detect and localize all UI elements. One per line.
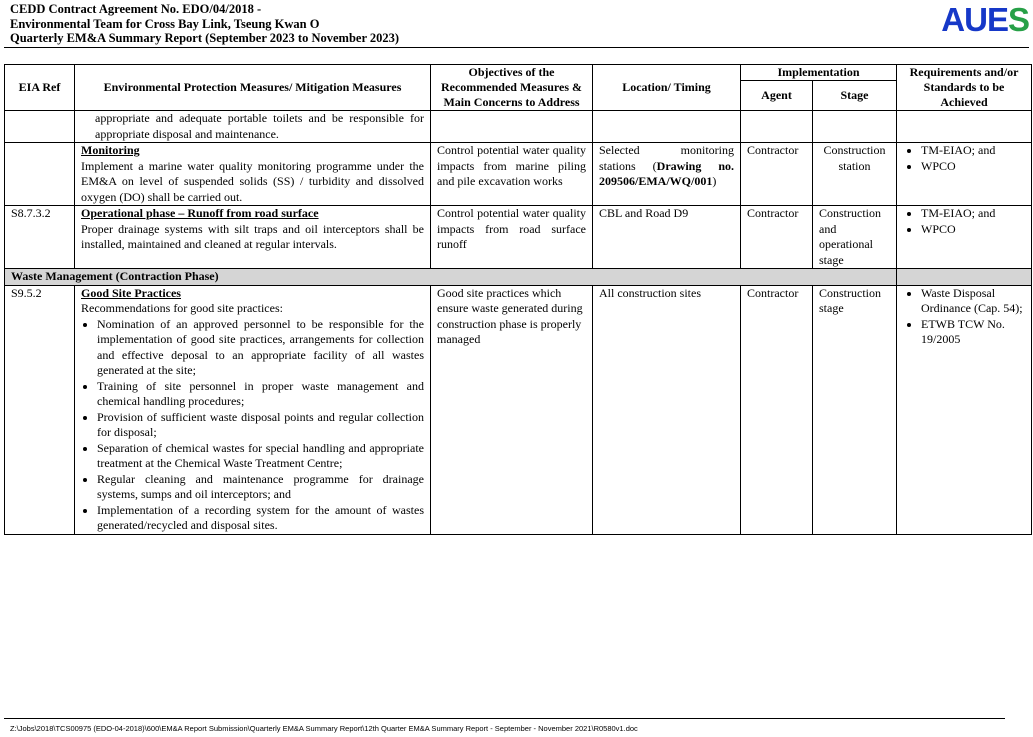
cell-ref: S9.5.2 xyxy=(5,285,75,534)
header-stage: Stage xyxy=(813,81,897,111)
measure-title: Operational phase – Runoff from road surface xyxy=(81,206,319,220)
cell-objective: Control potential water quality impacts from marine piling and pile excavation works xyxy=(431,143,593,206)
report-title: Quarterly EM&A Summary Report (September 2023 to November 2023) xyxy=(10,31,400,45)
cell-agent xyxy=(741,111,813,143)
table-row xyxy=(5,285,1032,534)
cell-stage: Construction and operational stage xyxy=(813,206,897,269)
list-item: • Provision of sufficient waste disposal points and regular collection for disposal; xyxy=(97,410,424,441)
measure-title: Good Site Practices xyxy=(81,285,181,300)
cell-location xyxy=(593,143,741,206)
aues-logo xyxy=(941,0,1029,40)
footer-divider xyxy=(4,718,1005,719)
header-measures: Environmental Protection Measures/ Mitigation Measures xyxy=(75,65,431,111)
cell-ref xyxy=(5,111,75,143)
cell-measure: appropriate and adequate portable toilets and be responsible for appropriate disposal and maintenance. xyxy=(75,111,431,143)
requirement-item: • TM-EIAO; and xyxy=(921,143,1025,159)
location-text: Selected monitoring stations ( xyxy=(599,143,734,173)
requirement-item: • Waste Disposal Ordinance (Cap. 54); xyxy=(921,286,1025,317)
cell-measure xyxy=(75,285,431,534)
measure-text: Proper drainage systems with silt traps and oil interceptors shall be installed, maintained and cleaned at regular intervals. xyxy=(81,221,424,251)
mitigation-measures-table xyxy=(4,64,1032,535)
cell-requirements xyxy=(897,285,1032,534)
header-objectives: Objectives of the Recommended Measures & Main Concerns to Address xyxy=(431,65,593,111)
cell-stage: Construction station xyxy=(813,143,897,206)
table-header-row xyxy=(5,65,1032,81)
cell-stage: Construction stage xyxy=(813,285,897,534)
list-item: • Training of site personnel in proper waste management and chemical handling procedures; xyxy=(97,379,424,410)
header-requirements: Requirements and/or Standards to be Achieved xyxy=(897,65,1032,111)
header-agent: Agent xyxy=(741,81,813,111)
cell-requirements xyxy=(897,111,1032,143)
practice-list xyxy=(81,317,424,534)
measure-text: Implement a marine water quality monitoring programme under the EM&A on level of suspended solids (SS) / turbidity and dissolved oxygen (DO) shall be carried out. xyxy=(81,158,424,204)
header-implementation: Implementation xyxy=(741,65,897,81)
logo-main-text: AUE xyxy=(941,1,1008,38)
requirement-item: • WPCO xyxy=(921,159,1025,175)
drawing-number: Drawing no. 209506/EMA/WQ/001 xyxy=(599,158,734,188)
requirement-item: • TM-EIAO; and xyxy=(921,206,1025,222)
cell-objective xyxy=(431,111,593,143)
document-header xyxy=(10,2,610,46)
cell-ref: S8.7.3.2 xyxy=(5,206,75,269)
list-item: • Nomination of an approved personnel to be responsible for the implementation of good site practices, arrangements for collection and effective deposal to an appropriate facility of all wastes generated at the site; xyxy=(97,317,424,379)
file-path-footer: Z:\Jobs\2018\TCS00975 (EDO-04-2018)\600\EM&A Report Submission\Quarterly EM&A Summary Report\12th Quarter EM&A Summary Report - September - November 2021\R0580v1.doc xyxy=(10,724,638,733)
table-row xyxy=(5,206,1032,269)
measure-intro: Recommendations for good site practices: xyxy=(81,301,283,315)
team-title: Environmental Team for Cross Bay Link, Tseung Kwan O xyxy=(10,16,320,31)
cell-location xyxy=(593,111,741,143)
table-row xyxy=(5,111,1032,143)
cell-location: All construction sites xyxy=(593,285,741,534)
cell-objective: Control potential water quality impacts from road surface runoff xyxy=(431,206,593,269)
list-item: • Regular cleaning and maintenance programme for drainage systems, sumps and oil interceptors; and xyxy=(97,472,424,503)
cell-location: CBL and Road D9 xyxy=(593,206,741,269)
cell-objective: Good site practices which ensure waste generated during construction phase is properly managed xyxy=(431,285,593,534)
requirement-item: • ETWB TCW No. 19/2005 xyxy=(921,317,1025,348)
cell-agent: Contractor xyxy=(741,285,813,534)
cell-measure xyxy=(75,206,431,269)
header-eia-ref: EIA Ref xyxy=(5,65,75,111)
cell-agent: Contractor xyxy=(741,206,813,269)
header-divider xyxy=(4,47,1029,48)
cell-requirements xyxy=(897,206,1032,269)
requirement-item: • WPCO xyxy=(921,222,1025,238)
logo-s-letter: S xyxy=(1007,1,1029,38)
cell-requirements xyxy=(897,143,1032,206)
section-title: Waste Management (Contraction Phase) xyxy=(5,269,897,286)
table-row xyxy=(5,143,1032,206)
section-blank xyxy=(897,269,1032,286)
cell-measure xyxy=(75,143,431,206)
cell-stage xyxy=(813,111,897,143)
measure-title: Monitoring xyxy=(81,143,140,157)
contract-title: CEDD Contract Agreement No. EDO/04/2018 - xyxy=(10,2,262,16)
list-item: • Separation of chemical wastes for special handling and appropriate treatment at the Chemical Waste Treatment Centre; xyxy=(97,441,424,472)
list-item: • Implementation of a recording system for the amount of wastes generated/recycled and disposal sites. xyxy=(97,503,424,534)
cell-ref xyxy=(5,143,75,206)
section-row xyxy=(5,269,1032,286)
header-location: Location/ Timing xyxy=(593,65,741,111)
cell-agent: Contractor xyxy=(741,143,813,206)
location-end: ) xyxy=(712,174,717,188)
